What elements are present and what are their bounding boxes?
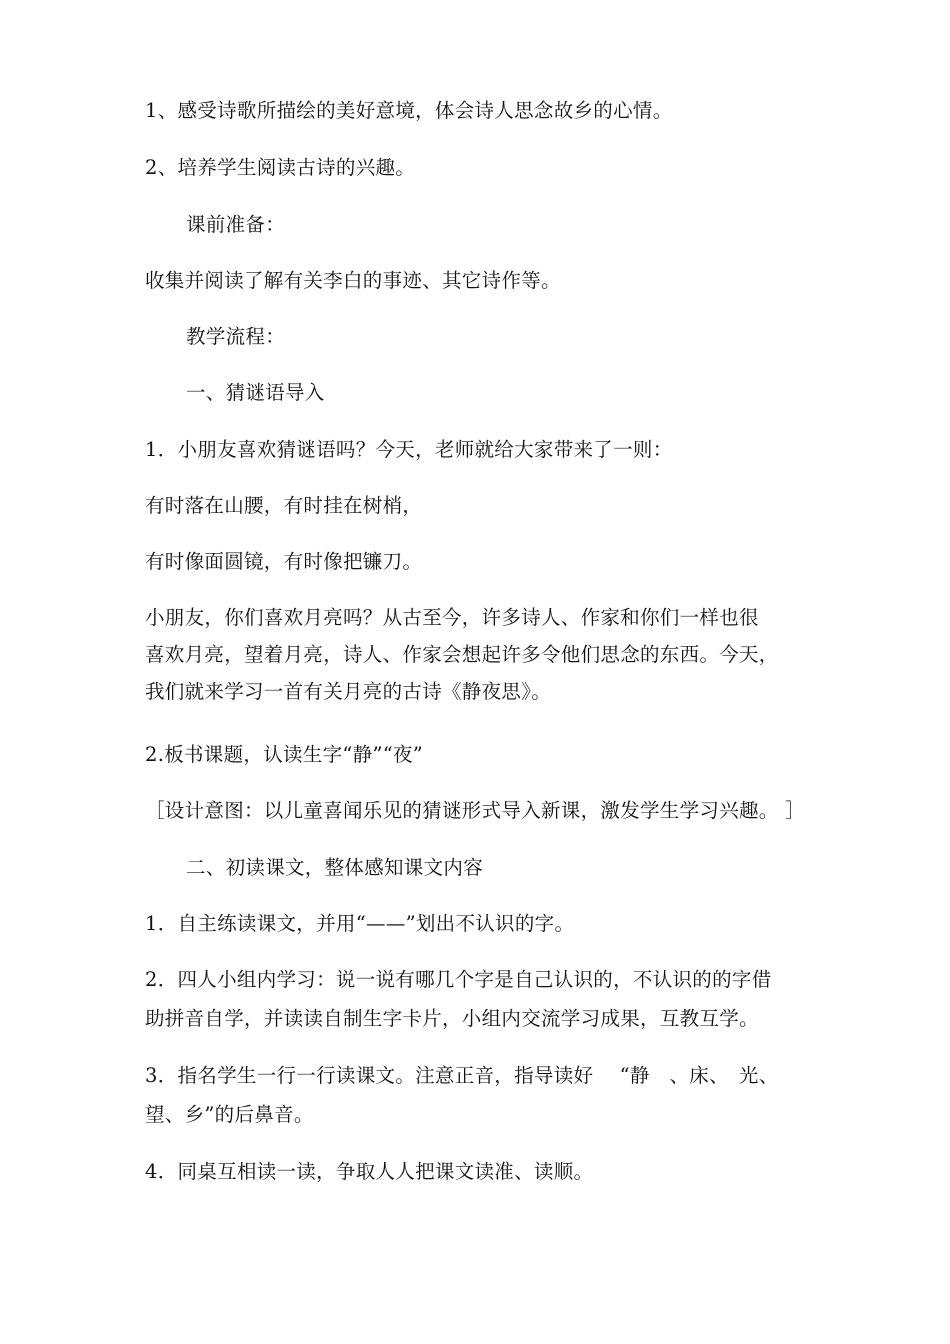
preparation-text: 收集并阅读了解有关李白的事迹、其它诗作等。 [145, 269, 561, 292]
step-1-item-2: 2.板书课题，认读生字“静”“夜” [145, 743, 424, 766]
step-2-item-4: 4．同桌互相读一读，争取人人把课文读准、读顺。 [145, 1160, 594, 1183]
objective-1: 1、感受诗歌所描绘的美好意境，体会诗人思念故乡的心情。 [145, 99, 673, 122]
step-heading-2: 二、初读课文，整体感知课文内容 [186, 856, 484, 879]
intro-paragraph-line-1: 小朋友，你们喜欢月亮吗？从古至今，许多诗人、作家和你们一样也很 [145, 606, 759, 629]
step-2-item-1: 1．自主练读课文，并用“——”划出不认识的字。 [145, 912, 575, 935]
objective-2: 2、培养学生阅读古诗的兴趣。 [145, 156, 416, 179]
section-heading-process: 教学流程： [186, 325, 286, 348]
riddle-line-2: 有时像面圆镜，有时像把镰刀。 [145, 550, 423, 573]
step-2-item-2-line-1: 2．四人小组内学习：说一说有哪几个字是自己认识的，不认识的的字借 [145, 968, 772, 991]
riddle-line-1: 有时落在山腰，有时挂在树梢， [145, 494, 423, 517]
step-2-item-3-line-1: 3．指名学生一行一行读课文。注意正音，指导读好 “静 、床、 光、 [145, 1064, 779, 1087]
design-intent-note: ［设计意图：以儿童喜闻乐见的猜谜形式导入新课，激发学生学习兴趣。 ］ [145, 799, 805, 822]
step-heading-1: 一、猜谜语导入 [186, 381, 325, 404]
step-1-item-1: 1．小朋友喜欢猜谜语吗？今天，老师就给大家带来了一则： [145, 438, 673, 461]
section-heading-preparation: 课前准备： [186, 213, 286, 236]
step-2-item-2-line-2: 助拼音自学，并读读自制生字卡片，小组内交流学习成果，互教互学。 [145, 1007, 759, 1030]
intro-paragraph-line-2: 喜欢月亮，望着月亮，诗人、作家会想起许多令他们思念的东西。今天， [145, 643, 779, 666]
intro-paragraph-line-3: 我们就来学习一首有关月亮的古诗《静夜思》。 [145, 680, 552, 703]
step-2-item-3-line-2: 望、乡”的后鼻音。 [145, 1103, 314, 1126]
